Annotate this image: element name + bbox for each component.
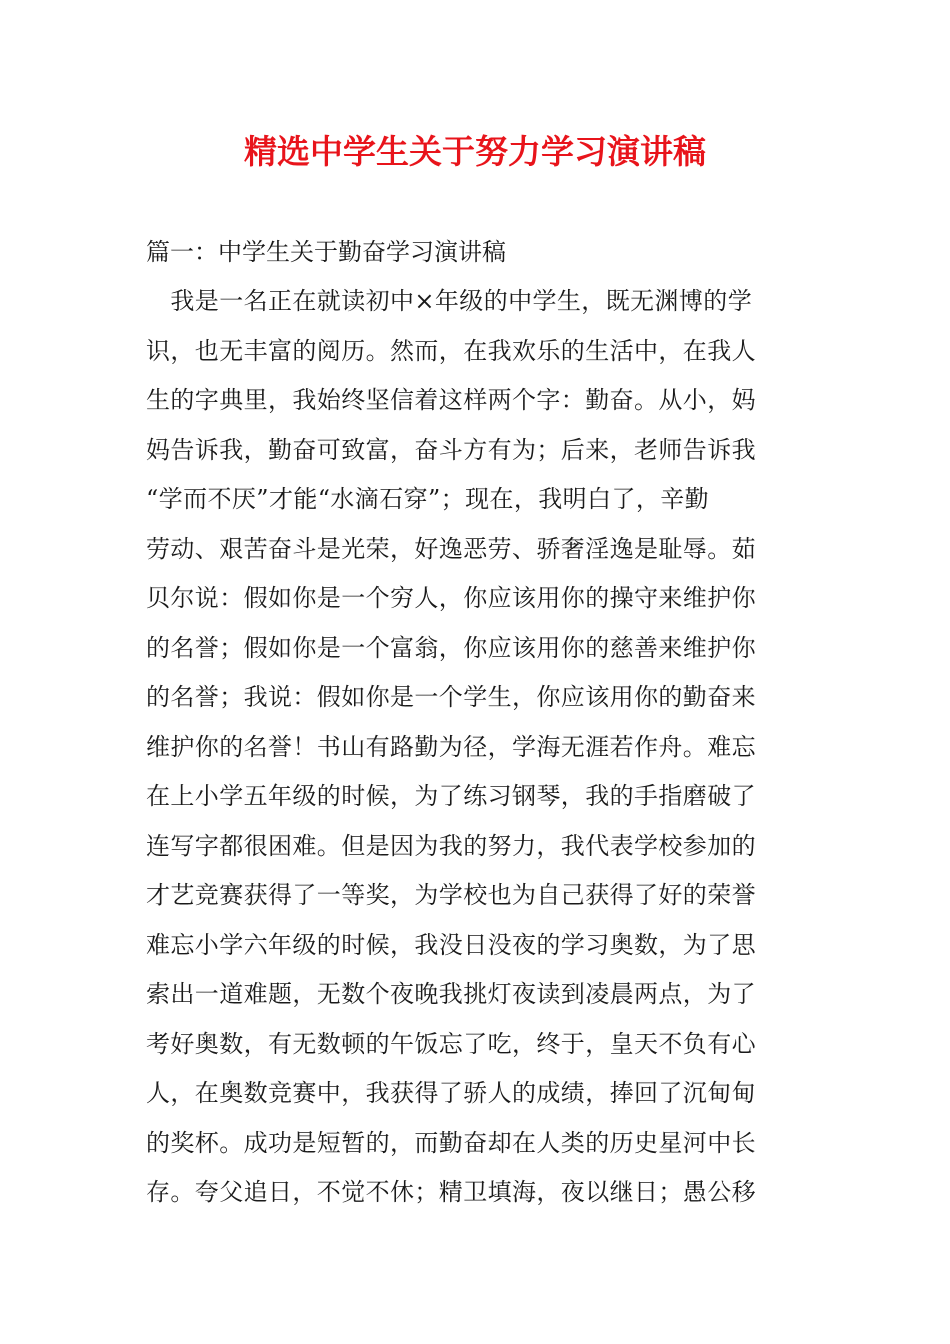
body-line: 妈告诉我，勤奋可致富，奋斗方有为；后来，老师告诉我 bbox=[146, 435, 756, 464]
body-line: 维护你的名誉！书山有路勤为径，学海无涯若作舟。难忘 bbox=[146, 732, 756, 761]
body-line: 的奖杯。成功是短暂的，而勤奋却在人类的历史星河中长 bbox=[146, 1128, 756, 1157]
body-line: 难忘小学六年级的时候，我没日没夜的学习奥数，为了思 bbox=[146, 930, 756, 959]
body-line: 人，在奥数竞赛中，我获得了骄人的成绩，捧回了沉甸甸 bbox=[146, 1079, 756, 1107]
body-line: 识，也无丰富的阅历。然而，在我欢乐的生活中，在我人 bbox=[146, 336, 756, 365]
body-line: 存。夸父追日，不觉不休；精卫填海，夜以继日；愚公移 bbox=[146, 1178, 756, 1206]
body-line: 在上小学五年级的时候，为了练习钢琴，我的手指磨破了 bbox=[146, 782, 756, 810]
body-paragraph bbox=[146, 277, 810, 1218]
document-title: 精选中学生关于努力学习演讲稿 bbox=[244, 132, 706, 171]
section-heading: 篇一：中学生关于勤奋学习演讲稿 bbox=[146, 238, 506, 266]
body-line: 考好奥数，有无数顿的午饭忘了吃，终于，皇天不负有心 bbox=[146, 1029, 756, 1058]
body-line: 贝尔说：假如你是一个穷人，你应该用你的操守来维护你 bbox=[146, 584, 756, 612]
body-line: 的名誉；我说：假如你是一个学生，你应该用你的勤奋来 bbox=[146, 683, 756, 711]
body-line: 索出一道难题，无数个夜晚我挑灯夜读到凌晨两点，为了 bbox=[146, 980, 756, 1008]
body-line: 生的字典里，我始终坚信着这样两个字：勤奋。从小，妈 bbox=[146, 386, 756, 414]
body-line: 连写字都很困难。但是因为我的努力，我代表学校参加的 bbox=[146, 831, 756, 860]
body-line: 的名誉；假如你是一个富翁，你应该用你的慈善来维护你 bbox=[146, 633, 756, 662]
body-line: 我是一名正在就读初中×年级的中学生，既无渊博的学 bbox=[146, 287, 753, 315]
body-line: 劳动、艰苦奋斗是光荣，好逸恶劳、骄奢淫逸是耻辱。茹 bbox=[146, 534, 756, 563]
body-line: 才艺竞赛获得了一等奖，为学校也为自己获得了好的荣誉 bbox=[146, 881, 756, 909]
body-line: “学而不厌”才能“水滴石穿”；现在，我明白了，辛勤 bbox=[146, 485, 710, 513]
